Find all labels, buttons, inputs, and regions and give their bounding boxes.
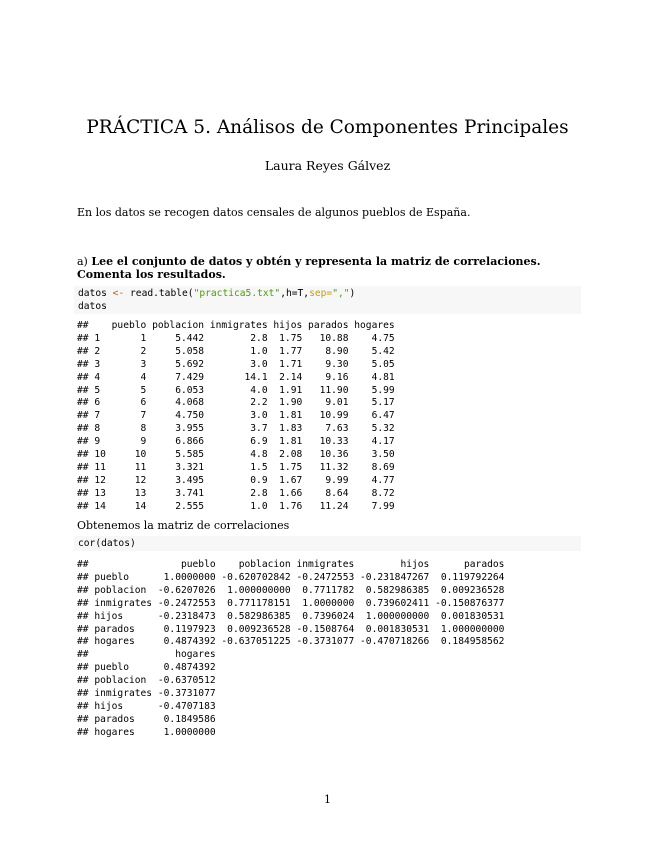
code-string-filename: "practica5.txt" [193, 288, 281, 299]
code-var: datos [78, 288, 107, 299]
code-close-paren: ) [349, 288, 356, 299]
question-a [77, 255, 579, 281]
question-text: Lee el conjunto de datos y obtén y representa la matriz de correlaciones. Comenta los resultados. [77, 255, 541, 281]
output-data-table: ## pueblo poblacion inmigrates hijos parados hogares ## 1 1 5.442 2.8 1.75 10.88 4.75 ## 2 2 5.058 1.0 1.77 8.90 5.42 ## 3 3 5.692 3.0 1.71 9.30 5.05 ## 4 4 7.429 14.1 2.14 9.16 4.81 ## 5 5 6.053 4.0 1.91 11.90 5.99 ## 6 6 4.068 2.2 1.90 9.01 5.17 ## 7 7 4.750 3.0 1.81 10.99 6.47 ## 8 8 3.955 3.7 1.83 7.63 5.32 ## 9 9 6.866 6.9 1.81 10.33 4.17 ## 10 10 5.585 4.8 2.08 10.36 3.50 ## 11 11 3.321 1.5 1.75 11.32 8.69 ## 12 12 3.495 0.9 1.67 9.99 4.77 ## 13 13 3.741 2.8 1.66 8.64 8.72 ## 14 14 2.555 1.0 1.76 11.24 7.99 [77, 320, 395, 512]
code-assign-op: <- [112, 288, 125, 299]
code-string-sep: "," [332, 288, 350, 299]
correlation-intro: Obtenemos la matriz de correlaciones [77, 519, 290, 532]
code-arg-sep: sep= [309, 288, 333, 299]
document-author: Laura Reyes Gálvez [264, 158, 391, 173]
code-block-read-table [74, 286, 581, 314]
code-args: ,h=T, [280, 288, 310, 299]
page-number: 1 [324, 793, 331, 806]
intro-paragraph: En los datos se recogen datos censales de algunos pueblos de España. [77, 206, 471, 219]
code-line-datos: datos [78, 301, 107, 312]
code-fn: read.table( [130, 288, 194, 299]
document-title: PRÁCTICA 5. Análisos de Componentes Principales [86, 117, 569, 138]
question-label: a) [77, 255, 88, 268]
code-block-cor [74, 536, 581, 551]
output-correlation-matrix: ## pueblo poblacion inmigrates hijos parados ## pueblo 1.0000000 -0.620702842 -0.2472553 -0.231847267 0.119792264 ## poblacion -0.6207026 1.000000000 0.7711782 0.582986385 0.009236528 ## inmigrates -0.2472553 0.771178151 1.0000000 0.739602411 -0.150876377 ## hijos -0.2318473 0.582986385 0.7396024 1.000000000 0.001830531 ## parados 0.1197923 0.009236528 -0.1508764 0.001830531 1.000000000 ## hogares 0.4874392 -0.637051225 -0.3731077 -0.470718266 0.184958562 ## hogares ## pueblo 0.4874392 ## poblacion -0.6370512 ## inmigrates -0.3731077 ## hijos -0.4707183 ## parados 0.1849586 ## hogares 1.0000000 [77, 559, 505, 738]
code-line-cor: cor(datos) [78, 538, 136, 549]
